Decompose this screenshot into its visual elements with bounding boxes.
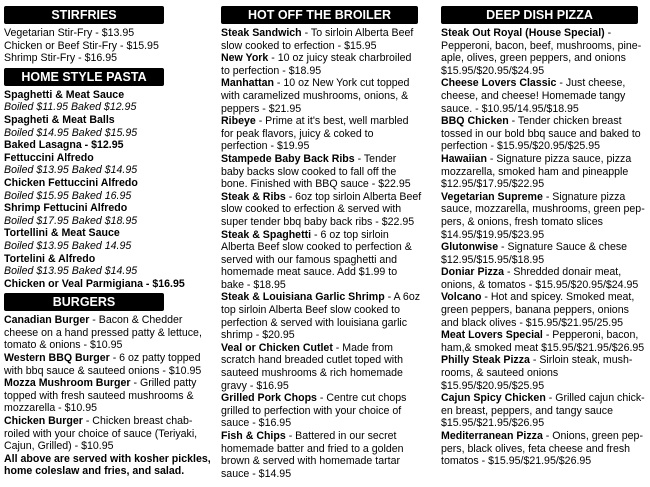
menu-item-description — [441, 279, 646, 292]
menu-item-text: baby backs slow cooked to fall off the — [221, 165, 397, 178]
menu-item-text: - Shredded donair meat, — [504, 266, 622, 279]
menu-item-text: rooms, & sauteed onions — [441, 367, 559, 380]
menu-item-text: mozzarella, smoked ham and pineapple — [441, 165, 629, 178]
menu-item-text: - A 6oz — [384, 291, 421, 304]
menu-item-description — [441, 52, 646, 65]
menu-item-price: Boiled $11.95 Baked $12.95 — [4, 101, 137, 114]
menu-item-header — [221, 191, 426, 204]
menu-item-text: tomatos - $15.95/$21.95/$26.95 — [441, 455, 592, 468]
menu-item-text: - Battered in our secret — [285, 430, 397, 442]
menu-item-text: - 6 oz top sirloin — [311, 228, 389, 241]
menu-item-text: with bbq sauce & sauteed onions - $10.95 — [4, 364, 202, 377]
menu-item-price: Boiled $13.95 Baked $14.95 — [4, 265, 138, 278]
menu-item-header — [221, 430, 426, 443]
menu-item-name: Hawaiian — [441, 152, 487, 165]
section-title-stirfries: STIRFRIES — [4, 6, 164, 24]
menu-item-description — [221, 468, 426, 481]
menu-item-name: Cheese Lovers Classic — [441, 77, 557, 90]
menu-item-header — [441, 27, 646, 40]
menu-item-name: Volcano — [441, 291, 482, 304]
menu-item-header — [441, 329, 646, 342]
menu-item-text: and black olives - $15.95/$21.95/25.95 — [441, 316, 623, 329]
menu-item-text: perfection - $19.95 — [221, 140, 310, 153]
menu-item-name: Tortellini & Meat Sauce — [4, 227, 120, 240]
menu-item-name: Steak & Spaghetti — [221, 228, 312, 241]
menu-item-text: slow cooked to erfection - $15.95 — [221, 39, 377, 52]
menu-item-text: - Prime at it's best, well marbled — [255, 115, 409, 128]
menu-item-text: - Chicken breast chab- — [82, 415, 193, 428]
menu-column-left — [4, 4, 216, 478]
menu-item-text: bone. Finished with BBQ sauce - $22.95 — [221, 178, 411, 191]
menu-item-text: sauteed mushrooms & rich homemade — [221, 367, 403, 380]
menu-item-header — [441, 153, 646, 166]
menu-item-header — [221, 291, 426, 304]
menu-item-header — [221, 77, 426, 90]
menu-item-name: Fish & Chips — [221, 430, 286, 442]
menu-item-price: Boiled $15.95 Baked 16.95 — [4, 189, 132, 202]
menu-item-description — [441, 342, 646, 355]
menu-item-text: for peak flavors, juicy & coked to — [221, 127, 374, 140]
menu-item-text: - Sirloin steak, mush- — [529, 354, 633, 367]
menu-item-description — [441, 40, 646, 53]
menu-item-header — [221, 115, 426, 128]
menu-item-name: Steak & Ribs — [221, 190, 286, 203]
menu-item-text: sauce, mozzarella, mushrooms, green pep- — [441, 203, 645, 216]
menu-item-name: Philly Steak Pizza — [441, 354, 530, 367]
menu-item-text: - 6oz top sirloin Alberta Beef — [285, 190, 422, 203]
menu-item-description — [221, 65, 426, 78]
menu-item-description — [441, 254, 646, 267]
menu-item-name: Steak & Louisiana Garlic Shrimp — [221, 291, 385, 304]
menu-item-description — [441, 216, 646, 229]
menu-item-text: peppers - $21.95 — [221, 102, 302, 115]
menu-item-header — [441, 115, 646, 128]
menu-item-text: brown & served with homemade tartar — [221, 455, 400, 468]
menu-item-text: green peppers, banana peppers, onions — [441, 304, 629, 317]
menu-item-text: ham,& smoked meat $15.95/$21.95/$26.95 — [441, 341, 645, 354]
menu-item-header — [221, 392, 426, 405]
menu-item-text: $15.95/$20.95/$24.95 — [441, 64, 545, 77]
menu-item-header — [441, 191, 646, 204]
menu-item-description — [441, 380, 646, 393]
menu-item-name: Mozza Mushroom Burger — [4, 377, 131, 390]
menu-item-description — [441, 103, 646, 116]
menu-item-text: super tender bbq baby back ribs - $22.95 — [221, 215, 415, 228]
menu-item-text: - 10 oz New York cut topped — [273, 77, 410, 90]
menu-item-description — [441, 443, 646, 456]
menu-item-name: Veal or Chicken Cutlet — [221, 341, 333, 354]
menu-item-header — [221, 229, 426, 242]
menu-item-text: - Made from — [332, 341, 393, 354]
menu-item-price: Boiled $13.95 Baked 14.95 — [4, 239, 132, 252]
pizza-list — [441, 27, 646, 468]
menu-item-text: $15.95/$20.95/$25.95 — [441, 379, 545, 392]
menu-item-name: Shrimp Fettucini Alfredo — [4, 202, 128, 215]
menu-item-text: roiled with your choice of sauce (Teriyaki, — [4, 427, 198, 440]
burger-line — [4, 314, 216, 327]
menu-item-description — [441, 317, 646, 330]
menu-item-price: Boiled $14.95 Baked $15.95 — [4, 126, 138, 139]
menu-item-text: topped with fresh sauteed mushrooms & — [4, 389, 194, 402]
burger-line — [4, 327, 216, 340]
menu-item-text: top sirloin Alberta Beef slow cooked to — [221, 304, 401, 317]
burgers-list — [4, 314, 216, 453]
menu-item-name: Western BBQ Burger — [4, 352, 110, 365]
menu-item-text: - Grilled patty — [130, 377, 197, 390]
menu-item-text: slow cooked to erfection & served with — [221, 203, 402, 216]
menu-item-text: - Hot and spicey. Smoked meat, — [481, 291, 635, 304]
menu-item-description — [441, 417, 646, 430]
menu-item: Chicken or Beef Stir-Fry - $15.95 — [4, 39, 159, 52]
menu-item-text: - 6 oz patty topped — [109, 352, 201, 365]
menu-item-description — [221, 279, 426, 292]
menu-column-middle — [221, 4, 426, 480]
burger-line — [4, 352, 216, 365]
menu-item-name: Meat Lovers Special — [441, 329, 543, 342]
menu-item-price: Boiled $17.95 Baked $18.95 — [4, 214, 138, 227]
menu-item-text: bake - $18.95 — [221, 278, 286, 291]
menu-item-name: Spagheti & Meat Balls — [4, 113, 115, 126]
menu-item-text: - 10 oz juicy steak charbroiled — [268, 52, 412, 65]
menu-item-header — [221, 153, 426, 166]
menu-item-text: aple, olives, green peppers, and onions — [441, 52, 626, 65]
menu-item-name: Chicken Fettuccini Alfredo — [4, 176, 138, 189]
menu-item-description — [441, 455, 646, 468]
menu-item-text: en breast, peppers, and tangy sauce — [441, 404, 613, 417]
menu-item-text: perfection - $15.95/$20.95/$25.95 — [441, 140, 601, 153]
menu-item-text: Alberta Beef slow cooked to perfection & — [221, 241, 412, 254]
menu-item-text: - To sirloin Alberta Beef — [301, 27, 414, 39]
menu-item-description — [221, 354, 426, 367]
menu-item-text: grilled to perfection with your choice of — [221, 404, 402, 417]
menu-item-description — [441, 65, 646, 78]
menu-item-text: to perfection - $18.95 — [221, 64, 322, 77]
menu-item-name: Tortelini & Alfredo — [4, 252, 96, 265]
menu-item-text: Pepperoni, bacon, beef, mushrooms, pine- — [441, 39, 642, 52]
menu-item-text: sauce - $14.95 — [221, 467, 292, 480]
menu-item-description — [221, 254, 426, 267]
burger-line — [4, 390, 216, 403]
menu-item-text: $15.95/$21.95/$26.95 — [441, 417, 545, 430]
menu-item-name: Chicken Burger — [4, 415, 83, 428]
menu-item-description — [221, 304, 426, 317]
menu-item-name: Steak Out Royal (House Special) — [441, 27, 605, 39]
menu-item-text: - Just cheese, — [556, 77, 626, 90]
broiler-list — [221, 27, 426, 480]
menu-item-text: scratch hand breaded cutlet toped with — [221, 354, 403, 367]
menu-item-text: - Pepperoni, bacon, — [542, 329, 639, 342]
section-title-broiler: HOT OFF THE BROILER — [221, 6, 418, 24]
menu-item-name: Vegetarian Supreme — [441, 190, 543, 203]
menu-item-description — [441, 229, 646, 242]
burger-line — [4, 365, 216, 378]
menu-item-text: gravy - $16.95 — [221, 379, 289, 392]
menu-item-description — [441, 166, 646, 179]
menu-item-description — [221, 103, 426, 116]
menu-item-description — [221, 178, 426, 191]
menu-column-right — [441, 4, 646, 468]
menu-item-text: shrimp - $20.95 — [221, 329, 295, 342]
menu-item-name: Doniar Pizza — [441, 266, 504, 279]
menu-item-description — [441, 405, 646, 418]
menu-item-header — [441, 77, 646, 90]
menu-item-name: Glutonwise — [441, 241, 499, 254]
menu-item-header — [221, 52, 426, 65]
menu-item-price: Boiled $13.95 Baked $14.95 — [4, 164, 138, 177]
menu-item-text: - Onions, green pep- — [542, 430, 643, 442]
menu-item-text: - Tender — [354, 152, 397, 165]
menu-item-text: - Grilled cajun chick- — [545, 392, 645, 405]
burger-line — [4, 377, 216, 390]
menu-item-description — [441, 367, 646, 380]
burger-line — [4, 402, 216, 415]
menu-item-name: Baked Lasagna - $12.95 — [4, 139, 124, 152]
section-title-pizza: DEEP DISH PIZZA — [441, 6, 638, 24]
menu-item-name: Ribeye — [221, 115, 256, 128]
menu-item-name: Manhattan — [221, 77, 274, 90]
menu-item-name: Cajun Spicy Chicken — [441, 392, 546, 405]
menu-item-text: cheese on a hand pressed patty & lettuce, — [4, 326, 202, 339]
menu-item-text: served with our famous spaghetti and — [221, 253, 398, 266]
menu-item-text: pers, black olives, feta cheese and fresh — [441, 442, 631, 455]
menu-item-text: sauce - $16.95 — [221, 417, 292, 430]
menu-item-header — [441, 291, 646, 304]
menu-item-description — [221, 203, 426, 216]
menu-item-text: $12.95/$17.95/$22.95 — [441, 178, 545, 191]
menu-item-header — [441, 241, 646, 254]
menu-item-name: Spaghetti & Meat Sauce — [4, 88, 125, 101]
menu-item-name: New York — [221, 52, 269, 65]
menu-item-description — [441, 304, 646, 317]
menu-item-text: $12.95/$15.95/$18.95 — [441, 253, 545, 266]
menu-item-description — [221, 380, 426, 393]
burger-line — [4, 339, 216, 352]
menu-item-header — [441, 266, 646, 279]
menu-item-text: homemade batter and fried to a golden — [221, 442, 404, 455]
burger-line — [4, 440, 216, 453]
menu-item-text: - Centre cut chops — [316, 392, 407, 405]
menu-item-text: tomato & onions - $10.95 — [4, 339, 123, 352]
menu-item-description — [441, 140, 646, 153]
menu-item-description — [221, 166, 426, 179]
menu-item-text: sauce. - $10.95/14.95/$18.95 — [441, 102, 579, 115]
menu-item-text: perfection & served with louisiana garlic — [221, 316, 408, 329]
menu-item: Vegetarian Stir-Fry - $13.95 — [4, 27, 135, 39]
menu-item-name: BBQ Chicken — [441, 115, 509, 128]
menu-item-text: - Signature pizza — [542, 190, 626, 203]
section-title-burgers: BURGERS — [4, 293, 164, 311]
menu-item-text: onions, & tomatos - $15.95/$20.95/$24.95 — [441, 278, 639, 291]
menu-item-text: - Tender chicken breast — [508, 115, 622, 128]
menu-item-text: - — [604, 27, 612, 39]
menu-item-text: Cajun, Grilled) - $10.95 — [4, 440, 114, 453]
menu-item-text: - Bacon & Chedder — [89, 314, 183, 327]
menu-item-header — [221, 342, 426, 355]
menu-item-header — [221, 27, 426, 40]
menu-item-description — [221, 367, 426, 380]
menu-footnote: All above are served with kosher pickles, — [4, 452, 211, 465]
menu-item-description — [221, 128, 426, 141]
menu-item-description — [221, 40, 426, 53]
menu-item-text: - Signature pizza sauce, pizza — [486, 152, 632, 165]
menu-item-text: mozzarella - $10.95 — [4, 402, 98, 415]
menu-item-description — [221, 405, 426, 418]
menu-item-description — [441, 203, 646, 216]
menu-item-header — [441, 354, 646, 367]
menu-item-text: $14.95/$19.95/$23.95 — [441, 228, 545, 241]
menu-item-text: cheese, and cheese! Homemade tangy — [441, 89, 626, 102]
menu-item-description — [221, 266, 426, 279]
menu-item-description — [441, 128, 646, 141]
menu-item-name: Grilled Pork Chops — [221, 392, 317, 405]
burger-line — [4, 415, 216, 428]
menu-item: Shrimp Stir-Fry - $16.95 — [4, 52, 118, 65]
menu-item-description — [221, 317, 426, 330]
menu-item-text: tossed in our bold bbq sauce and baked to — [441, 127, 641, 140]
menu-item-name: Chicken or Veal Parmigiana - $16.95 — [4, 277, 185, 290]
menu-item-text: pers, & onions, fresh tomato slices — [441, 215, 603, 228]
menu-item-name: Canadian Burger — [4, 314, 90, 327]
section-title-pasta: HOME STYLE PASTA — [4, 68, 164, 86]
menu-item-description — [221, 140, 426, 153]
menu-item-text: with caramelized mushrooms, onions, & — [221, 89, 409, 102]
menu-item-name: Mediterranean Pizza — [441, 430, 543, 442]
menu-item-header — [441, 392, 646, 405]
menu-item-description — [221, 443, 426, 456]
menu-item-name: Fettuccini Alfredo — [4, 151, 94, 164]
menu-item-text: - Signature Sauce & chese — [498, 241, 628, 254]
menu-item-header — [441, 430, 646, 443]
menu-item-name: Steak Sandwich — [221, 27, 302, 39]
menu-item-description — [221, 216, 426, 229]
menu-item-text: homemade meat sauce. Add $1.99 to — [221, 266, 398, 279]
burger-line — [4, 428, 216, 441]
menu-footnote: home coleslaw and fries, and salad. — [4, 465, 185, 478]
menu-item-description — [221, 417, 426, 430]
menu-item-description — [221, 90, 426, 103]
menu-item-description — [221, 241, 426, 254]
menu-item-description — [221, 329, 426, 342]
menu-item-description — [441, 178, 646, 191]
menu-item-description — [221, 455, 426, 468]
menu-item-name: Stampede Baby Back Ribs — [221, 152, 355, 165]
menu-item-description — [441, 90, 646, 103]
